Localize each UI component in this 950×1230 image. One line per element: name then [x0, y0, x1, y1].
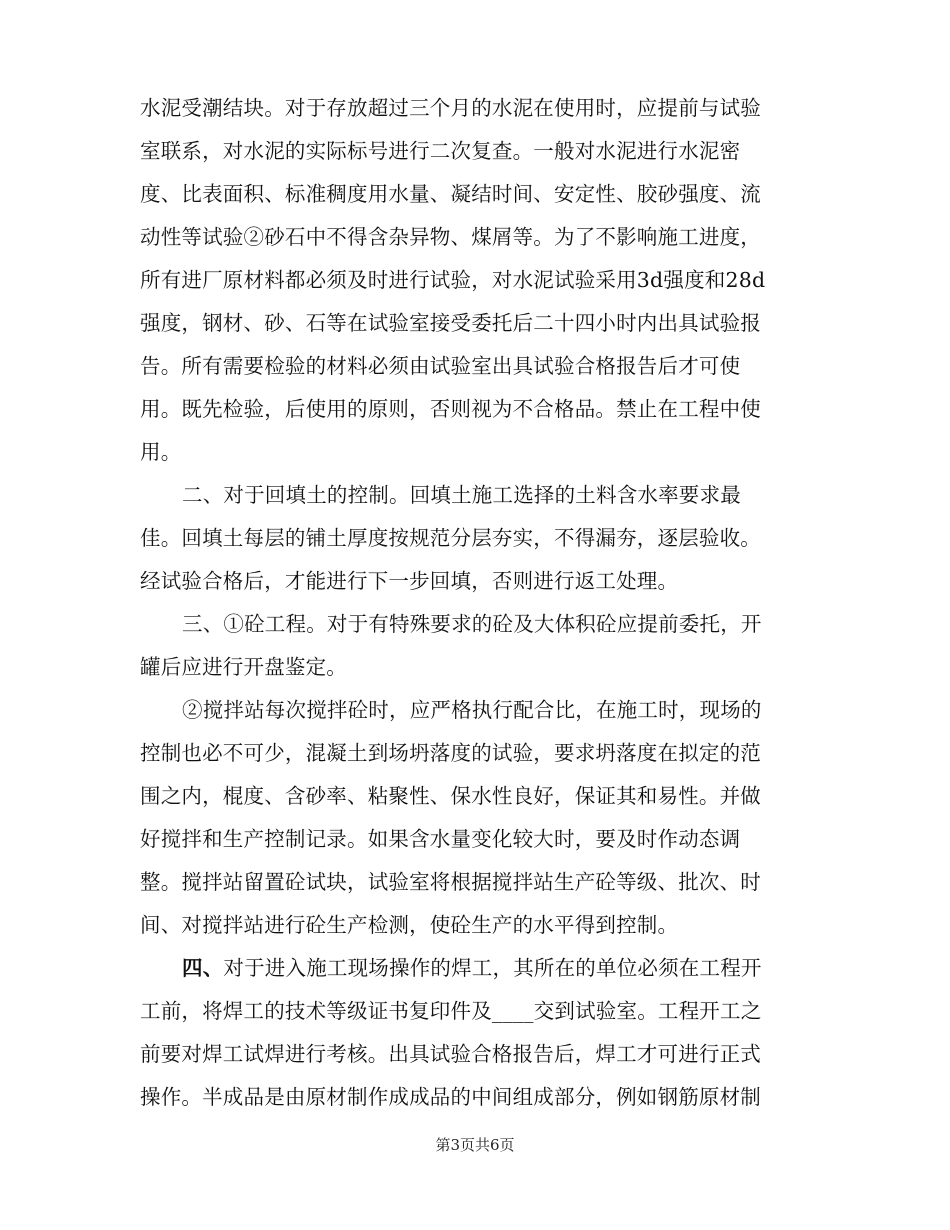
body-line: 工前，将焊工的技术等级证书复印件及____交到试验室。工程开工之	[140, 999, 762, 1023]
section-four-text: 对于进入施工现场操作的焊工，其所在的单位必须在工程开	[223, 956, 762, 980]
body-line: 水泥受潮结块。对于存放超过三个月的水泥在使用时，应提前与试验	[140, 96, 761, 120]
section-two-line: 二、对于回填土的控制。回填土施工选择的土料含水率要求最	[182, 483, 741, 507]
body-line: 经试验合格后，才能进行下一步回填，否则进行返工处理。	[140, 569, 679, 593]
body-line: 用。既先检验，后使用的原则，否则视为不合格品。禁止在工程中使	[140, 397, 761, 421]
body-line: 控制也必不可少，混凝土到场坍落度的试验，要求坍落度在拟定的范	[140, 741, 761, 765]
body-line: 动性等试验②砂石中不得含杂异物、煤屑等。为了不影响施工进度，	[140, 225, 761, 249]
body-line: 室联系，对水泥的实际标号进行二次复查。一般对水泥进行水泥密	[140, 139, 741, 163]
body-line: 所有进厂原材料都必须及时进行试验，对水泥试验采用3d强度和28d	[140, 268, 766, 292]
body-line: 整。搅拌站留置砼试块，试验室将根据搅拌站生产砼等级、批次、时	[140, 870, 761, 894]
body-line: 佳。回填土每层的铺土厚度按规范分层夯实，不得漏夯，逐层验收。	[140, 526, 761, 550]
body-line: 前要对焊工试焊进行考核。出具试验合格报告后，焊工才可进行正式	[140, 1042, 761, 1066]
section-four-heading: 四、	[182, 956, 224, 980]
body-line: 用。	[140, 440, 182, 464]
body-line: 围之内，棍度、含砂率、粘聚性、保水性良好，保证其和易性。并做	[140, 784, 761, 808]
body-line: 间、对搅拌站进行砼生产检测，使砼生产的水平得到控制。	[140, 913, 679, 937]
page-number-footer: 第3页共6页	[435, 1136, 515, 1154]
body-line: 好搅拌和生产控制记录。如果含水量变化较大时，要及时作动态调	[140, 827, 741, 851]
body-line: 操作。半成品是由原材制作成成品的中间组成部分，例如钢筋原材制	[140, 1085, 761, 1109]
body-line: 度、比表面积、标准稠度用水量、凝结时间、安定性、胶砂强度、流	[140, 182, 761, 206]
section-four-line	[182, 951, 800, 985]
body-line: 罐后应进行开盘鉴定。	[140, 655, 347, 679]
body-line: 告。所有需要检验的材料必须由试验室出具试验合格报告后才可使	[140, 354, 741, 378]
section-three-line: 三、①砼工程。对于有特殊要求的砼及大体积砼应提前委托，开	[182, 612, 762, 636]
body-line: ②搅拌站每次搅拌砼时，应严格执行配合比，在施工时，现场的	[182, 698, 762, 722]
body-line: 强度，钢材、砂、石等在试验室接受委托后二十四小时内出具试验报	[140, 311, 761, 335]
